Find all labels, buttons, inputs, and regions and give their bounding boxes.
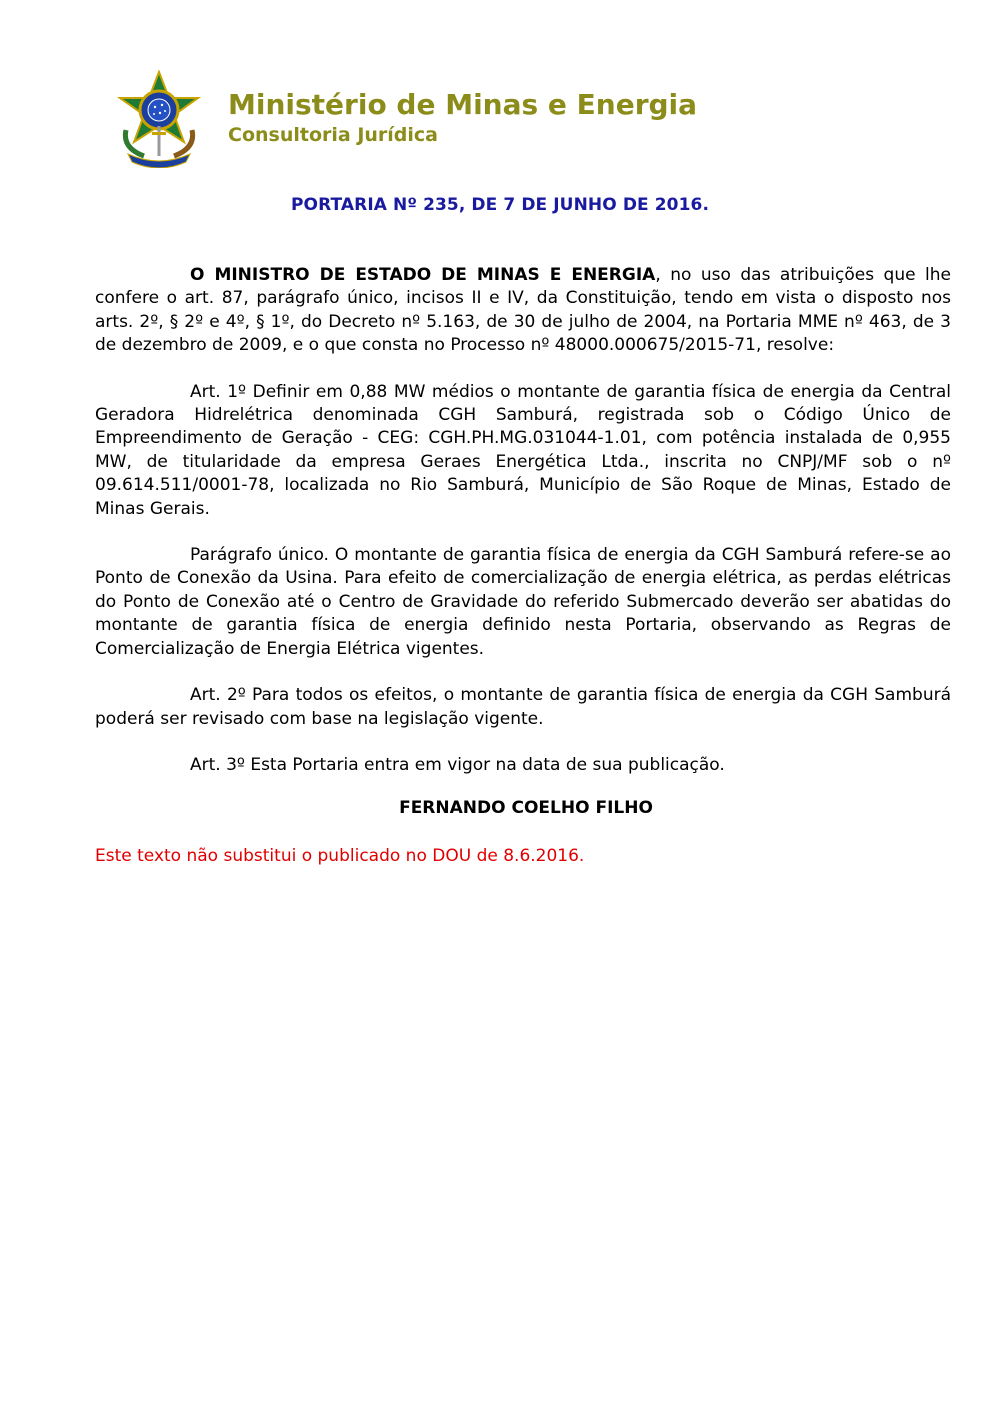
document-body: [95, 264, 951, 777]
preamble-text: , no uso das atribuições que lhe confere o art. 87, parágrafo único, incisos II e IV, da Constituição, tendo em vista o disposto nos arts. 2º, § 2º e 4º, § 1º, do Decreto nº 5.163, de 30 de julho de 2004, na Portaria MME nº 463, de 3 de dezembro de 2009, e o que consta no Processo nº 48000.000675/2015-71, resolve:: [95, 265, 951, 356]
article-3: Art. 3º Esta Portaria entra em vigor na data de sua publicação.: [190, 754, 725, 775]
preamble-paragraph: [95, 264, 951, 358]
document-title: PORTARIA Nº 235, DE 7 DE JUNHO DE 2016.: [290, 195, 710, 215]
ministry-header: [228, 88, 697, 148]
brazil-coat-of-arms-icon: [114, 70, 204, 168]
ministry-name: Ministério de Minas e Energia: [228, 88, 698, 121]
disclaimer: Este texto não substitui o publicado no DOU de 8.6.2016.: [95, 846, 585, 866]
preamble-authority: O MINISTRO DE ESTADO DE MINAS E ENERGIA: [190, 265, 656, 285]
signature: FERNANDO COELHO FILHO: [399, 798, 653, 818]
article-2: Art. 2º Para todos os efeitos, o montante de garantia física de energia da CGH Samburá poderá ser revisado com base na legislação vigente.: [95, 685, 951, 729]
ministry-unit: Consultoria Jurídica: [228, 124, 439, 146]
article-1-paragraph-unique: Parágrafo único. O montante de garantia física de energia da CGH Samburá refere-se ao Ponto de Conexão da Usina. Para efeito de comercialização de energia elétrica, as perdas elétricas do Ponto de Conexão até o Centro de Gravidade do referido Submercado deverão ser abatidas do montante de garantia física de energia definido nesta Portaria, observando as Regras de Comercialização de Energia Elétrica vigentes.: [95, 545, 951, 659]
article-1: Art. 1º Definir em 0,88 MW médios o montante de garantia física de energia da Central Geradora Hidrelétrica denominada CGH Samburá, registrada sob o Código Único de Empreendimento de Geração - CEG: CGH.PH.MG.031044-1.01, com potência instalada de 0,955 MW, de titularidade da empresa Geraes Energética Ltda., inscrita no CNPJ/MF sob o nº 09.614.511/0001-78, localizada no Rio Samburá, Município de São Roque de Minas, Estado de Minas Gerais.: [95, 381, 951, 519]
